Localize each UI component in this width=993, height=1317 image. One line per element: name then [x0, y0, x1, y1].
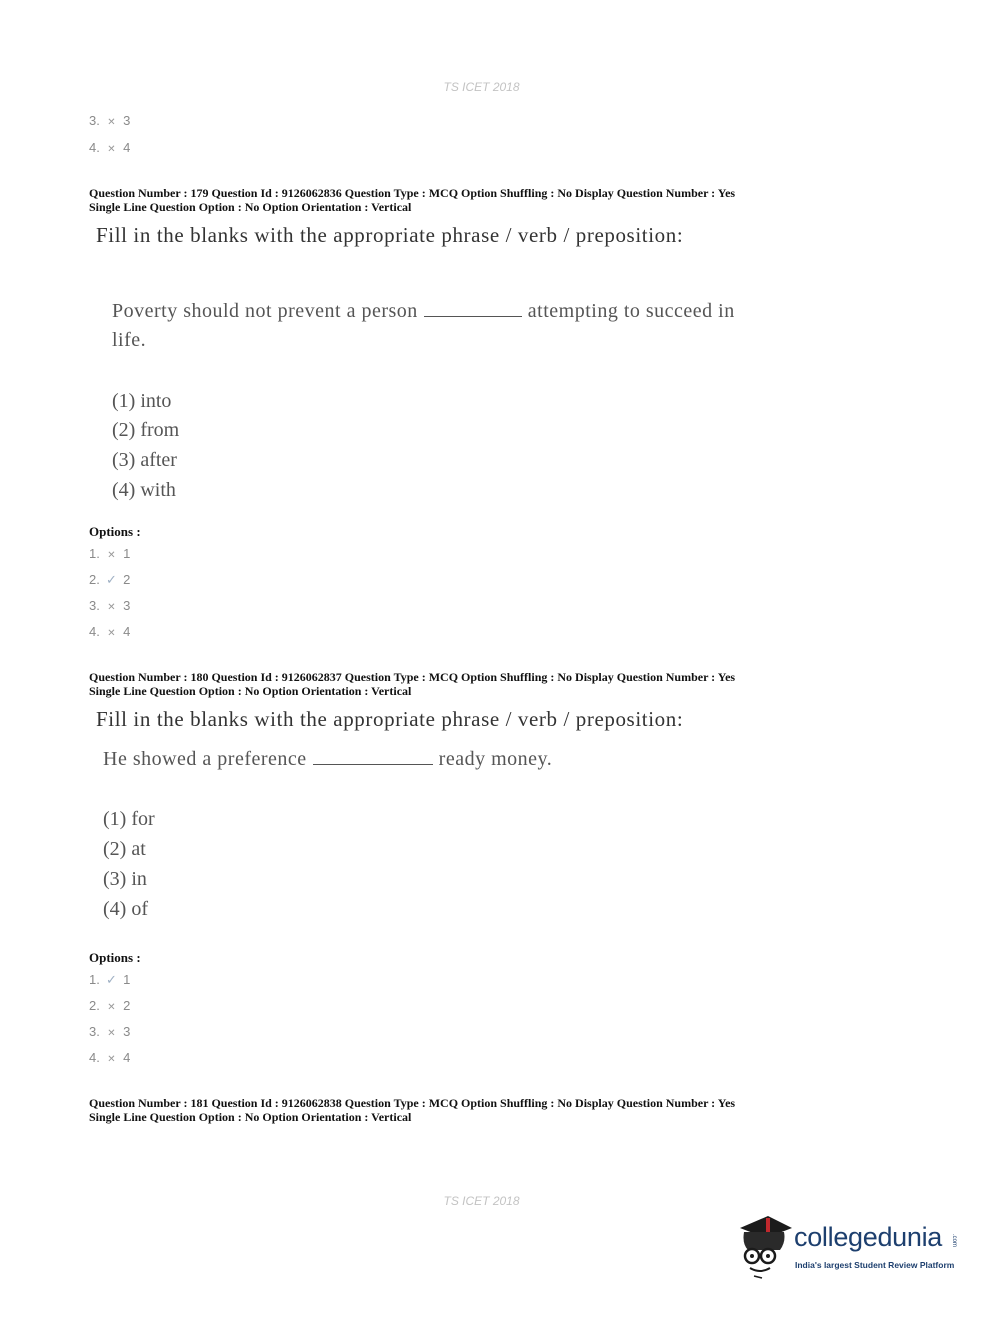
q180-heading: Fill in the blanks with the appropriate phrase / verb / preposition:	[96, 707, 684, 731]
option-number: 2.	[89, 572, 100, 587]
carryover-option-4	[89, 140, 130, 155]
option-number: 1.	[89, 546, 100, 561]
q179-meta-line1: Question Number : 179 Question Id : 9126062836 Question Type : MCQ Option Shuffling : No Display Question Number : Yes	[89, 186, 736, 200]
check-icon: ✓	[106, 572, 117, 587]
logo-wordmark: collegedunia	[794, 1222, 943, 1252]
q181-meta	[89, 1096, 735, 1124]
option-value: 4	[123, 1050, 131, 1065]
q179-stem-line2: life.	[112, 329, 147, 351]
q180-options-label: Options :	[89, 950, 141, 965]
q180-choice-1: (1) for	[103, 808, 155, 830]
q180-meta-line2: Single Line Question Option : No Option Orientation : Vertical	[89, 684, 412, 698]
q179-option-2	[89, 572, 130, 588]
option-value: 2	[123, 572, 131, 587]
check-icon: ✓	[106, 972, 117, 987]
logo-com: .com	[951, 1234, 957, 1248]
option-number: 3.	[89, 598, 100, 613]
watermark-top: TS ICET 2018	[443, 80, 520, 94]
q181-meta-line2: Single Line Question Option : No Option Orientation : Vertical	[89, 1110, 412, 1124]
option-value: 4	[123, 140, 131, 155]
q179-option-4	[89, 624, 130, 639]
q179-meta-line2: Single Line Question Option : No Option Orientation : Vertical	[89, 200, 412, 214]
q180-meta-line1: Question Number : 180 Question Id : 9126062837 Question Type : MCQ Option Shuffling : No Display Question Number : Yes	[89, 670, 736, 684]
cross-icon: ✕	[107, 144, 116, 155]
option-value: 3	[123, 113, 131, 128]
q180-option-2	[89, 998, 130, 1013]
option-number: 4.	[89, 140, 100, 155]
q179-choice-4: (4) with	[112, 479, 176, 501]
q179-option-3	[89, 598, 130, 613]
q181-meta-line1: Question Number : 181 Question Id : 9126062838 Question Type : MCQ Option Shuffling : No Display Question Number : Yes	[89, 1096, 736, 1110]
q179-choice-1: (1) into	[112, 390, 172, 412]
q180-meta	[89, 670, 735, 698]
q179-heading: Fill in the blanks with the appropriate phrase / verb / preposition:	[96, 223, 684, 247]
option-number: 3.	[89, 1024, 100, 1039]
q179-stem	[112, 300, 735, 323]
q180-choice-2: (2) at	[103, 838, 146, 860]
stem-text-after: ready money.	[438, 748, 553, 770]
cross-icon: ✕	[107, 628, 116, 639]
q179-options-label: Options :	[89, 524, 141, 539]
q180-option-3	[89, 1024, 130, 1039]
option-number: 4.	[89, 624, 100, 639]
q180-stem	[103, 748, 552, 771]
stem-text-before: He showed a preference	[103, 748, 307, 770]
option-number: 4.	[89, 1050, 100, 1065]
q179-choice-3: (3) after	[112, 449, 177, 471]
option-value: 3	[123, 1024, 131, 1039]
option-number: 1.	[89, 972, 100, 987]
cross-icon: ✕	[107, 1002, 116, 1013]
option-number: 2.	[89, 998, 100, 1013]
q180-option-1	[89, 972, 130, 988]
collegedunia-mascot-icon	[736, 1210, 794, 1280]
cross-icon: ✕	[107, 1028, 116, 1039]
q180-choice-4: (4) of	[103, 898, 148, 920]
stem-text-before: Poverty should not prevent a person	[112, 300, 418, 322]
carryover-option-3	[89, 113, 130, 128]
cross-icon: ✕	[107, 602, 116, 613]
option-value: 1	[123, 546, 131, 561]
cross-icon: ✕	[107, 1054, 116, 1065]
option-value: 3	[123, 598, 131, 613]
option-value: 2	[123, 998, 131, 1013]
option-value: 1	[123, 972, 131, 987]
blank-line	[424, 302, 522, 317]
stem-text-after: attempting to succeed in	[527, 300, 735, 322]
q180-choice-3: (3) in	[103, 868, 147, 890]
q179-meta	[89, 186, 735, 214]
option-value: 4	[123, 624, 131, 639]
blank-line	[313, 750, 433, 765]
cross-icon: ✕	[107, 117, 116, 128]
watermark-bottom: TS ICET 2018	[443, 1194, 520, 1208]
option-number: 3.	[89, 113, 100, 128]
q180-option-4	[89, 1050, 130, 1065]
logo-tagline: India's largest Student Review Platform	[795, 1260, 955, 1270]
cross-icon: ✕	[107, 550, 116, 561]
q179-choice-2: (2) from	[112, 419, 180, 441]
q179-option-1	[89, 546, 130, 561]
